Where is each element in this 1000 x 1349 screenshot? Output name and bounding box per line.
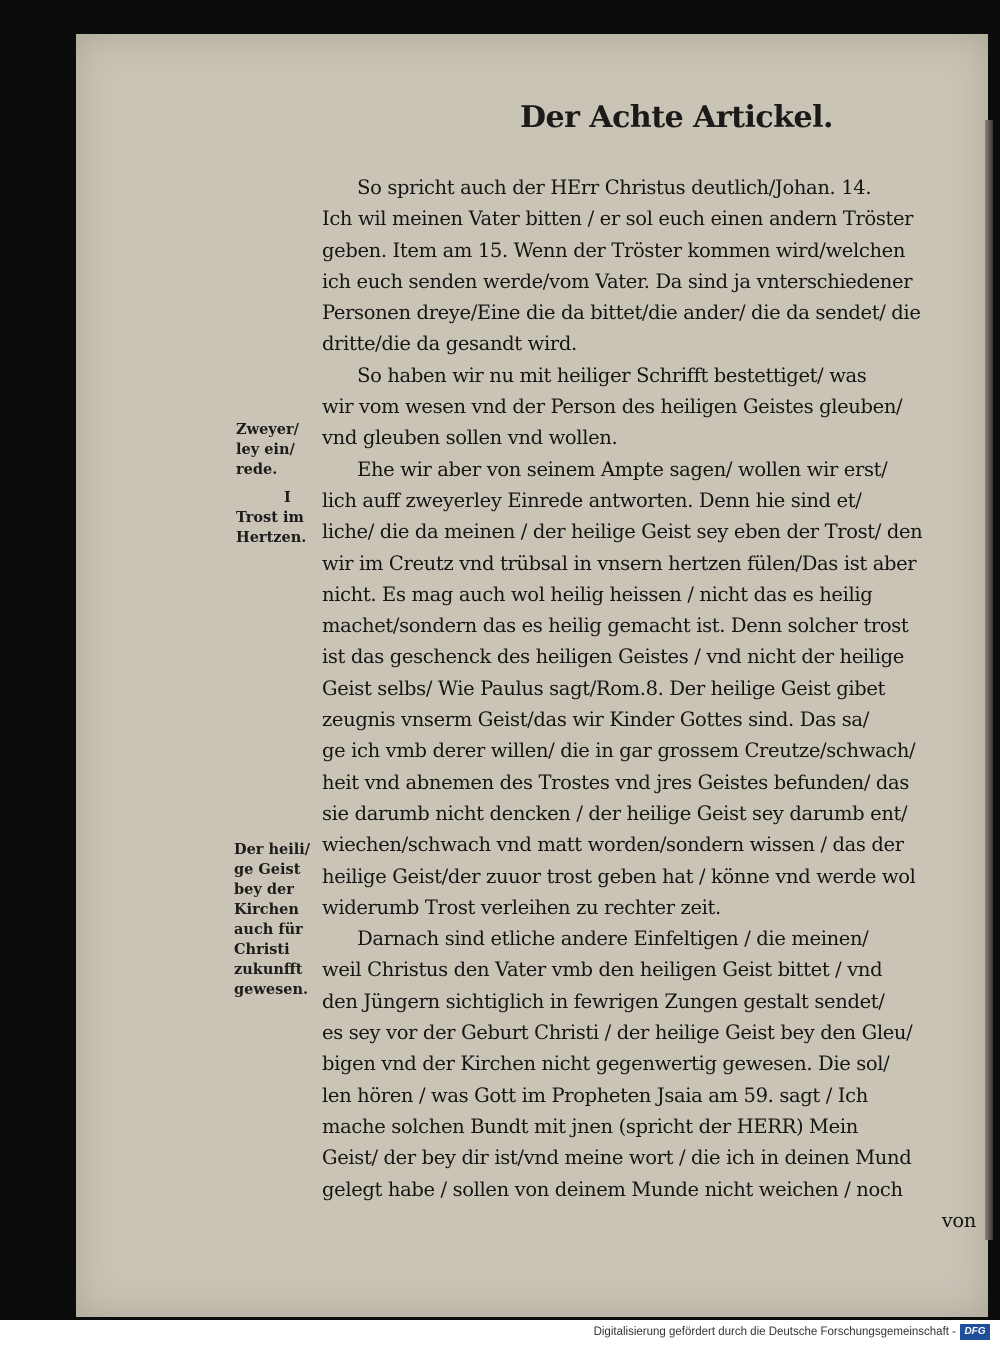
text-line: widerumb Trost verleihen zu rechter zeit. bbox=[322, 895, 721, 919]
margin-note-line: ge Geist bbox=[234, 861, 301, 878]
text-line: ge ich vmb derer willen/ die in gar grossem Creutze/schwach/ bbox=[322, 739, 916, 763]
funding-credit: Digitalisierung gefördert durch die Deutsche Forschungsgemeinschaft - bbox=[593, 1326, 956, 1338]
text-line: gelegt habe / sollen von deinem Munde nicht weichen / noch bbox=[322, 1177, 903, 1201]
text-line: heit vnd abnemen des Trostes vnd jres Geistes befunden/ das bbox=[322, 770, 909, 794]
main-text-block bbox=[322, 172, 988, 1236]
text-line: So haben wir nu mit heiliger Schrifft bestettiget/ was bbox=[322, 363, 867, 387]
text-line: ist das geschenck des heiligen Geistes / vnd nicht der heilige bbox=[322, 645, 904, 669]
margin-note-line: bey der bbox=[234, 881, 294, 898]
text-line: machet/sondern das es heilig gemacht ist. Denn solcher trost bbox=[322, 614, 909, 638]
text-line: Geist/ der bey dir ist/vnd meine wort / die ich in deinen Mund bbox=[322, 1146, 912, 1170]
chapter-heading: Der Achte Artickel. bbox=[520, 100, 833, 135]
margin-note-line: Zweyer/ bbox=[236, 421, 299, 438]
text-line: Darnach sind etliche andere Einfeltigen / die meinen/ bbox=[322, 927, 869, 951]
margin-note-line: Kirchen bbox=[234, 901, 299, 918]
text-line: dritte/die da gesandt wird. bbox=[322, 332, 577, 356]
text-line: Ehe wir aber von seinem Ampte sagen/ wollen wir erst/ bbox=[322, 457, 888, 481]
margin-note-line: ley ein/ bbox=[236, 441, 295, 458]
margin-note-line: Trost im bbox=[236, 509, 304, 526]
text-line: sie darumb nicht dencken / der heilige Geist sey darumb ent/ bbox=[322, 801, 908, 825]
margin-note-line: Hertzen. bbox=[236, 529, 307, 546]
text-line: lich auff zweyerley Einrede antworten. Denn hie sind et/ bbox=[322, 488, 862, 512]
margin-note-line: gewesen. bbox=[234, 981, 309, 998]
text-line: von bbox=[941, 1208, 976, 1232]
text-line: bigen vnd der Kirchen nicht gegenwertig gewesen. Die sol/ bbox=[322, 1052, 890, 1076]
text-line: Personen dreye/Eine die da bittet/die ander/ die da sendet/ die bbox=[322, 301, 921, 325]
text-line: liche/ die da meinen / der heilige Geist sey eben der Trost/ den bbox=[322, 520, 923, 544]
text-line: heilige Geist/der zuuor trost geben hat / könne vnd werde wol bbox=[322, 864, 916, 888]
margin-note-line: auch für bbox=[234, 921, 303, 938]
text-line: vnd gleuben sollen vnd wollen. bbox=[322, 426, 618, 450]
text-line: wir im Creutz vnd trübsal in vnsern hertzen fülen/Das ist aber bbox=[322, 551, 917, 575]
margin-note-geist bbox=[234, 840, 310, 1000]
text-line: Ich wil meinen Vater bitten / er sol euch einen andern Tröster bbox=[322, 207, 914, 231]
text-line: den Jüngern sichtiglich in fewrigen Zungen gestalt sendet/ bbox=[322, 989, 885, 1013]
text-line: wir vom wesen vnd der Person des heiligen Geistes gleuben/ bbox=[322, 395, 903, 419]
margin-note-line: Christi bbox=[234, 941, 290, 958]
margin-note-einrede bbox=[236, 420, 299, 480]
text-line: nicht. Es mag auch wol heilig heissen / nicht das es heilig bbox=[322, 582, 873, 606]
text-line: es sey vor der Geburt Christi / der heilige Geist bey den Gleu/ bbox=[322, 1021, 913, 1045]
dfg-logo[interactable]: DFG bbox=[960, 1324, 990, 1340]
text-line: So spricht auch der HErr Christus deutlich/Johan. 14. bbox=[322, 176, 872, 199]
margin-note-trost bbox=[236, 488, 306, 548]
text-line: wiechen/schwach vnd matt worden/sondern wissen / das der bbox=[322, 833, 904, 857]
footer-bar bbox=[0, 1320, 1000, 1349]
margin-note-line: rede. bbox=[236, 461, 278, 478]
margin-note-line: I bbox=[284, 489, 291, 506]
margin-note-line: Der heili/ bbox=[234, 841, 311, 858]
text-line: Geist selbs/ Wie Paulus sagt/Rom.8. Der heilige Geist gibet bbox=[322, 676, 886, 700]
text-line: zeugnis vnserm Geist/das wir Kinder Gottes sind. Das sa/ bbox=[322, 708, 869, 732]
text-line: weil Christus den Vater vmb den heiligen Geist bittet / vnd bbox=[322, 958, 883, 982]
margin-note-line: zukunfft bbox=[234, 961, 303, 978]
text-line: ich euch senden werde/vom Vater. Da sind ja vnterschiedener bbox=[322, 269, 913, 293]
text-line: mache solchen Bundt mit jnen (spricht der HERR) Mein bbox=[322, 1114, 858, 1138]
text-line: len hören / was Gott im Propheten Jsaia am 59. sagt / Ich bbox=[322, 1083, 868, 1107]
text-line: geben. Item am 15. Wenn der Tröster kommen wird/welchen bbox=[322, 238, 906, 262]
